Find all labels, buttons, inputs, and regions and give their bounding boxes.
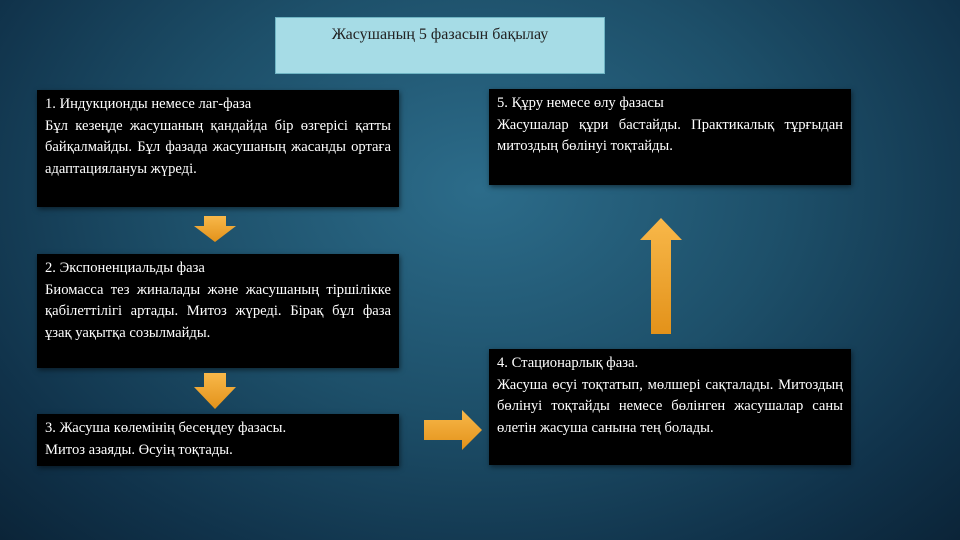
phase-2-text: Биомасса тез жиналады және жасушаның тіршілікке қабілеттілігі артады. Митоз жүреді. Бірақ бұл фаза ұзақ уақытқа созылмайды.	[45, 281, 391, 341]
phase-1-text: Бұл кезеңде жасушаның қандайда бір өзгерісі қатты байқалмайды. Бұл фазада жасушаның жасанды ортаға адаптациялануы жүреді.	[45, 117, 391, 177]
phase-5-text: Жасушалар құри бастайды. Практикалық тұрғыдан митоздың бөлінуі тоқтайды.	[497, 116, 843, 154]
phase-4-box	[489, 349, 851, 465]
phase-4-text: Жасуша өсуі тоқтатып, мөлшері сақталады. Митоздың бөлінуі тоқтайды немесе бөлінген жасушалар саны өлетін жасуша санына тең болады.	[497, 376, 843, 436]
right-arrow-icon	[424, 410, 482, 450]
phase-4-heading: 4. Стационарлық фаза.	[497, 355, 639, 371]
phase-5-heading: 5. Құру немесе өлу фазасы	[497, 95, 664, 111]
phase-1-box	[37, 90, 399, 207]
phase-5-box	[489, 89, 851, 185]
phase-3-box	[37, 414, 399, 466]
diagram-title: Жасушаның 5 фазасын бақылау	[275, 17, 605, 74]
down-arrow-2-icon	[194, 373, 236, 409]
phase-2-heading: 2. Экспоненциальды фаза	[45, 260, 205, 276]
phase-3-text: Митоз азаяды. Өсуің тоқтады.	[45, 441, 233, 458]
phase-1-heading: 1. Индукционды немесе лаг-фаза	[45, 96, 252, 112]
up-arrow-icon	[640, 218, 682, 334]
down-arrow-1-icon	[194, 216, 236, 242]
phase-2-box	[37, 254, 399, 368]
phase-3-heading: 3. Жасуша көлемінің бесеңдеу фазасы.	[45, 420, 287, 436]
